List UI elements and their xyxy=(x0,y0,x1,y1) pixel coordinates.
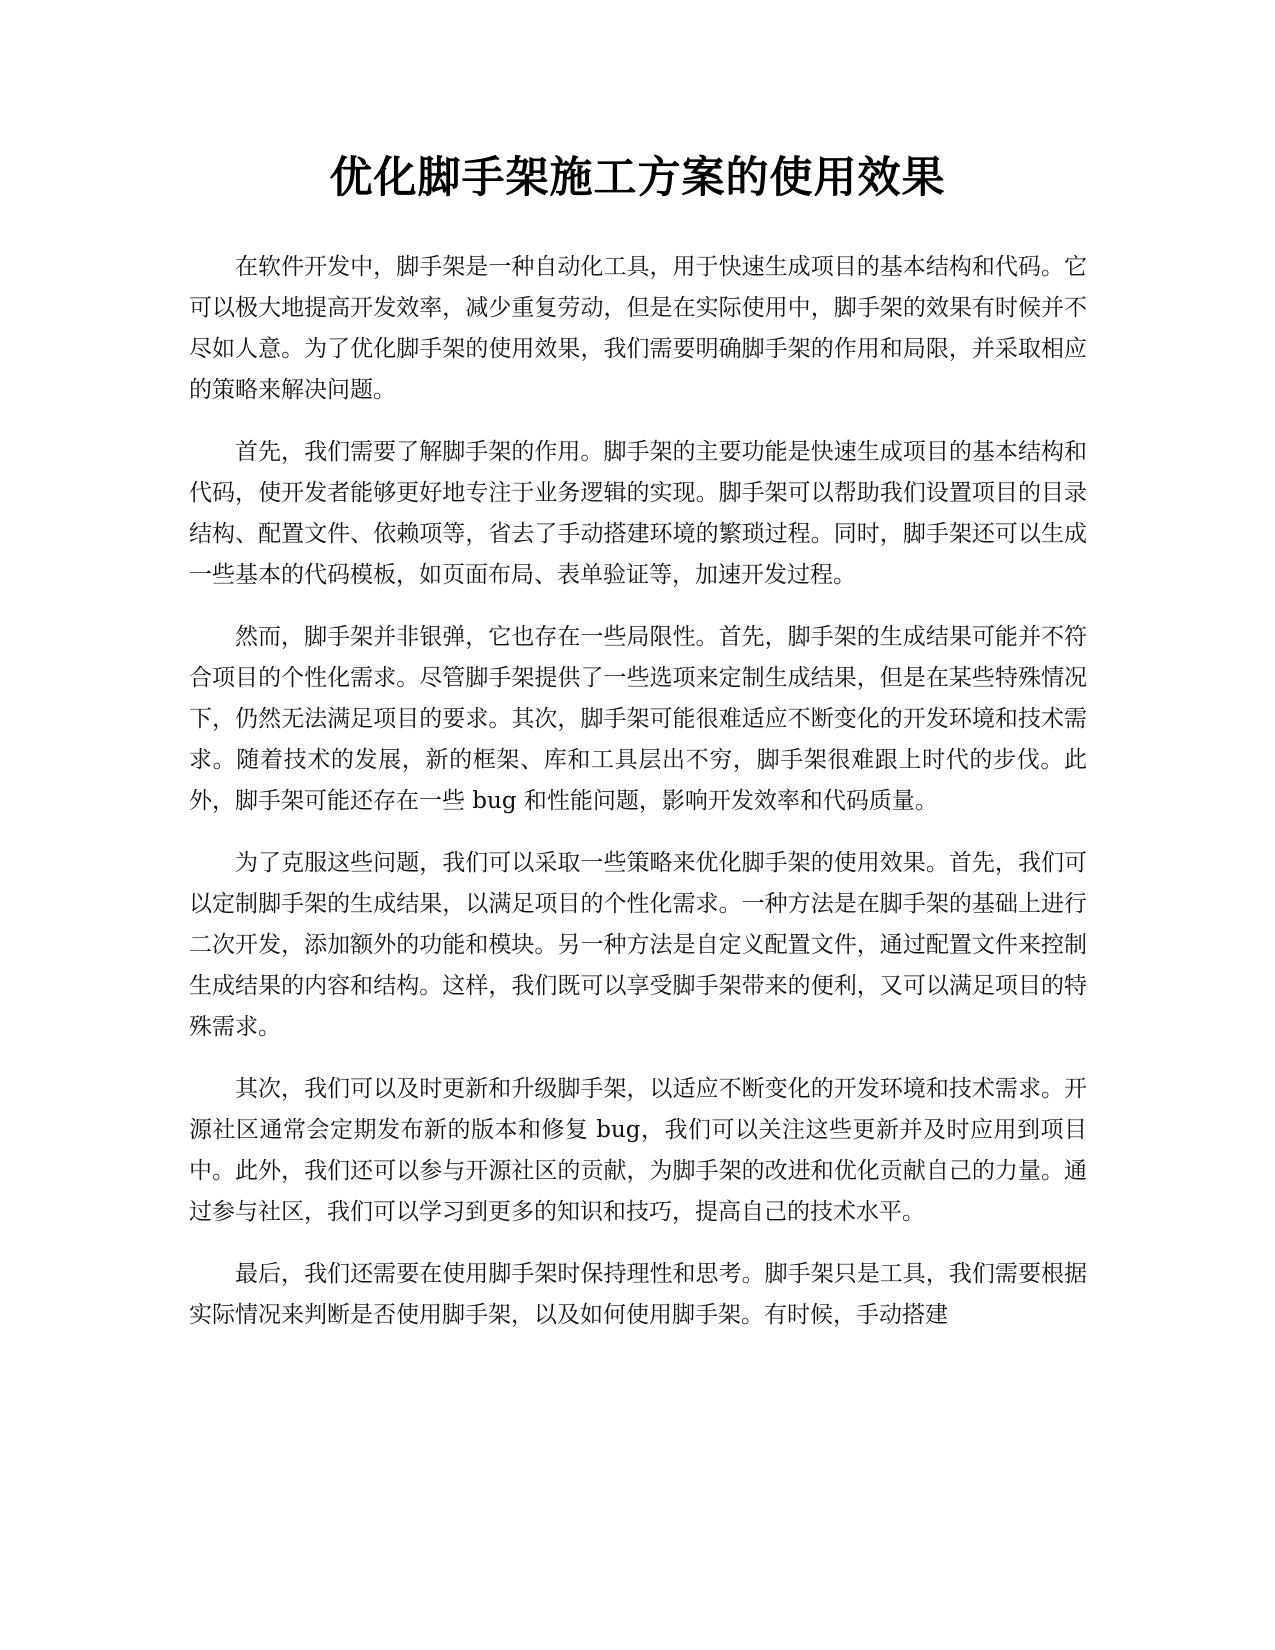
paragraph-5: 其次，我们可以及时更新和升级脚手架，以适应不断变化的开发环境和技术需求。开源社区通常会定期发布新的版本和修复 bug，我们可以关注这些更新并及时应用到项目中。此外，我们还可以参与开源社区的贡献，为脚手架的改进和优化贡献自己的力量。通过参与社区，我们可以学习到更多的知识和技巧，提高自己的技术水平。 xyxy=(189,1076,1087,1225)
document-body xyxy=(189,247,1087,1357)
document-title: 优化脚手架施工方案的使用效果 xyxy=(329,153,946,203)
paragraph-3: 然而，脚手架并非银弹，它也存在一些局限性。首先，脚手架的生成结果可能并不符合项目的个性化需求。尽管脚手架提供了一些选项来定制生成结果，但是在某些特殊情况下，仍然无法满足项目的要求。其次，脚手架可能很难适应不断变化的开发环境和技术需求。随着技术的发展，新的框架、库和工具层出不穷，脚手架很难跟上时代的步伐。此外，脚手架可能还存在一些 bug 和性能问题，影响开发效率和代码质量。 xyxy=(189,624,1087,814)
paragraph-4: 为了克服这些问题，我们可以采取一些策略来优化脚手架的使用效果。首先，我们可以定制脚手架的生成结果，以满足项目的个性化需求。一种方法是在脚手架的基础上进行二次开发，添加额外的功能和模块。另一种方法是自定义配置文件，通过配置文件来控制生成结果的内容和结构。这样，我们既可以享受脚手架带来的便利，又可以满足项目的特殊需求。 xyxy=(189,850,1087,1040)
paragraph-1: 在软件开发中，脚手架是一种自动化工具，用于快速生成项目的基本结构和代码。它可以极大地提高开发效率，减少重复劳动，但是在实际使用中，脚手架的效果有时候并不尽如人意。为了优化脚手架的使用效果，我们需要明确脚手架的作用和局限，并采取相应的策略来解决问题。 xyxy=(189,254,1087,403)
paragraph-2: 首先，我们需要了解脚手架的作用。脚手架的主要功能是快速生成项目的基本结构和代码，使开发者能够更好地专注于业务逻辑的实现。脚手架可以帮助我们设置项目的目录结构、配置文件、依赖项等，省去了手动搭建环境的繁琐过程。同时，脚手架还可以生成一些基本的代码模板，如页面布局、表单验证等，加速开发过程。 xyxy=(189,439,1087,588)
paragraph-6: 最后，我们还需要在使用脚手架时保持理性和思考。脚手架只是工具，我们需要根据实际情况来判断是否使用脚手架，以及如何使用脚手架。有时候，手动搭建 xyxy=(189,1261,1087,1328)
